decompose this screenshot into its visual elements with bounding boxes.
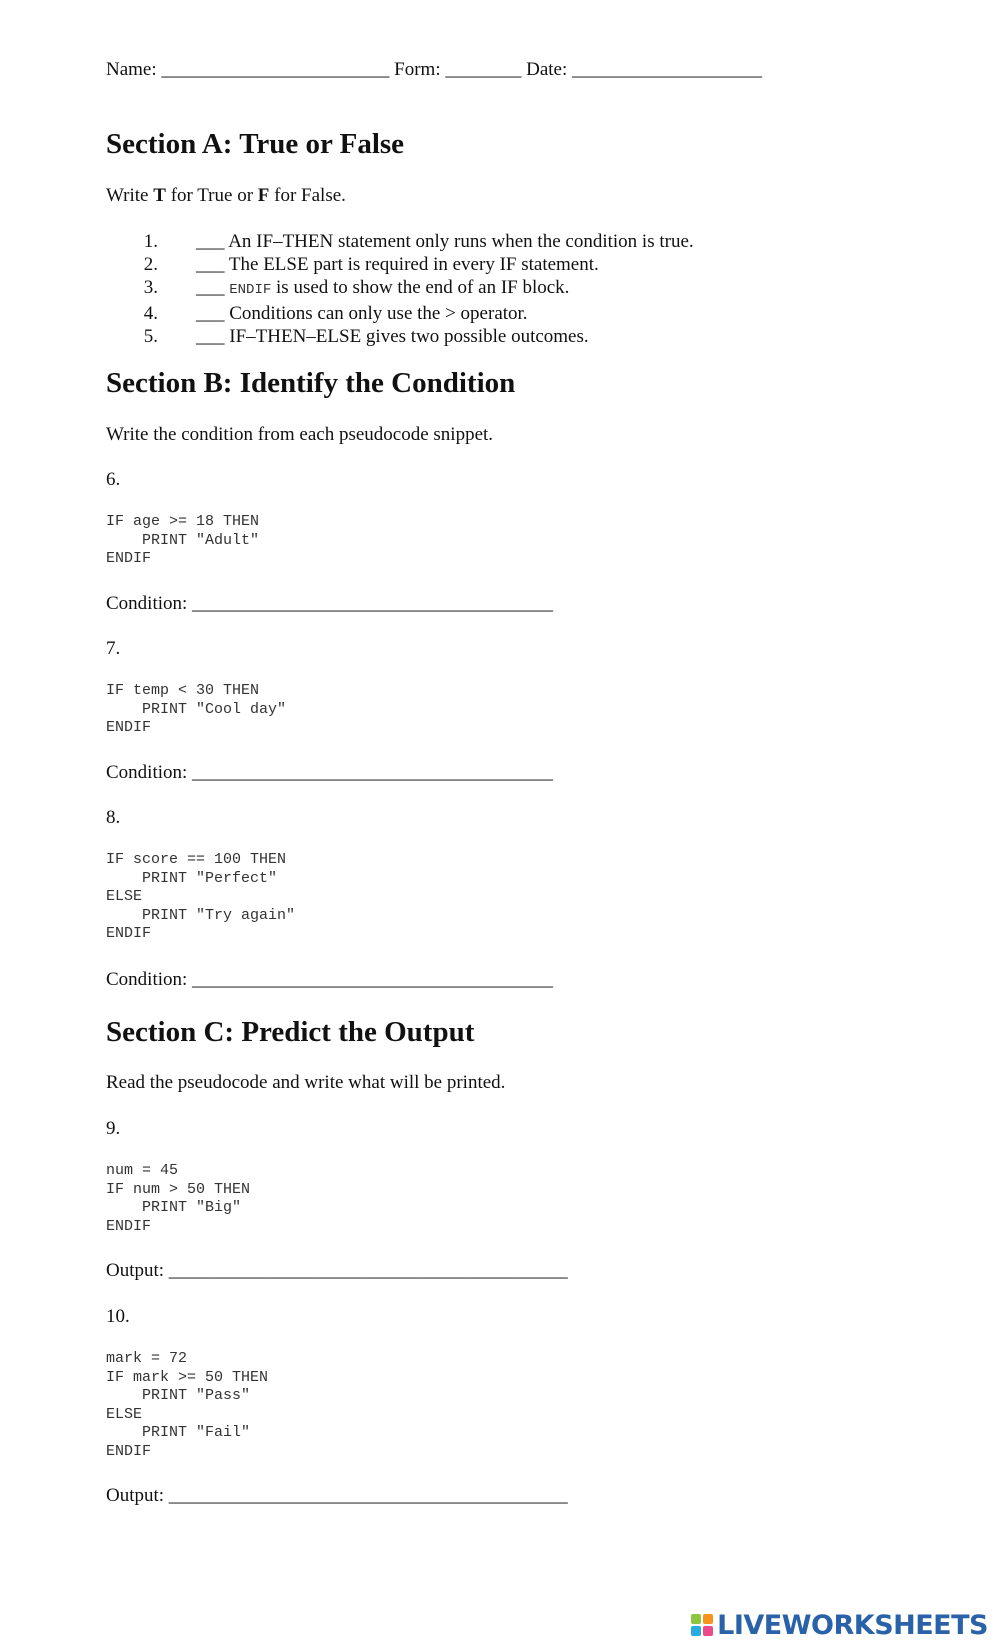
answer-blank[interactable]: ___ (196, 231, 225, 252)
condition-answer-line[interactable]: Condition: ______________________________________ (106, 593, 554, 614)
tf-item-2: 2. ___ The ELSE part is required in every IF statement. (143, 254, 599, 275)
answer-blank[interactable]: ___ (196, 303, 225, 324)
pseudocode-snippet: num = 45 IF num > 50 THEN PRINT "Big" ENDIF (106, 1162, 251, 1235)
brand-name: LIVEWORKSHEETS (717, 1609, 988, 1641)
output-answer-line[interactable]: Output: __________________________________________ (106, 1260, 568, 1281)
liveworksheets-logo[interactable] (691, 1608, 988, 1642)
answer-blank[interactable]: ___ (196, 326, 225, 347)
section-b-title: Section B: Identify the Condition (106, 367, 516, 399)
condition-answer-line[interactable]: Condition: ______________________________________ (106, 969, 554, 990)
section-b-instruction: Write the condition from each pseudocode snippet. (106, 424, 494, 445)
condition-answer-line[interactable]: Condition: ______________________________________ (106, 762, 554, 783)
pseudocode-snippet: IF temp < 30 THEN PRINT "Cool day" ENDIF (106, 682, 287, 736)
section-a-instruction: Write T for True or F for False. (106, 185, 346, 206)
endif-keyword: ENDIF (229, 282, 272, 298)
answer-blank[interactable]: ___ (196, 277, 225, 298)
tf-item-5: 5. ___ IF–THEN–ELSE gives two possible outcomes. (143, 326, 589, 347)
tf-item-4: 4. ___ Conditions can only use the > operator. (143, 303, 528, 324)
question-number: 6. (106, 469, 121, 490)
logo-square (703, 1626, 713, 1636)
logo-square (691, 1626, 701, 1636)
question-number: 9. (106, 1118, 121, 1139)
tf-item-1: 1. ___ An IF–THEN statement only runs when the condition is true. (143, 231, 694, 252)
answer-blank[interactable]: ___ (196, 254, 225, 275)
pseudocode-snippet: IF age >= 18 THEN PRINT "Adult" ENDIF (106, 513, 260, 567)
logo-mark-icon (691, 1614, 713, 1636)
question-number: 10. (106, 1306, 130, 1327)
section-c-instruction: Read the pseudocode and write what will be printed. (106, 1072, 506, 1093)
logo-square (703, 1614, 713, 1624)
logo-square (691, 1614, 701, 1624)
pseudocode-snippet: IF score == 100 THEN PRINT "Perfect" ELSE PRINT "Try again" ENDIF (106, 851, 296, 942)
pseudocode-snippet: mark = 72 IF mark >= 50 THEN PRINT "Pass" ELSE PRINT "Fail" ENDIF (106, 1350, 269, 1460)
student-info-line: Name: ________________________ Form: ________ Date: ____________________ (106, 59, 762, 80)
output-answer-line[interactable]: Output: __________________________________________ (106, 1485, 568, 1506)
question-number: 8. (106, 807, 121, 828)
section-a-title: Section A: True or False (106, 128, 405, 160)
tf-item-3: 3. ___ ENDIF is used to show the end of an IF block. (143, 277, 570, 298)
question-number: 7. (106, 638, 121, 659)
true-false-list (136, 230, 694, 348)
section-c-title: Section C: Predict the Output (106, 1016, 475, 1048)
